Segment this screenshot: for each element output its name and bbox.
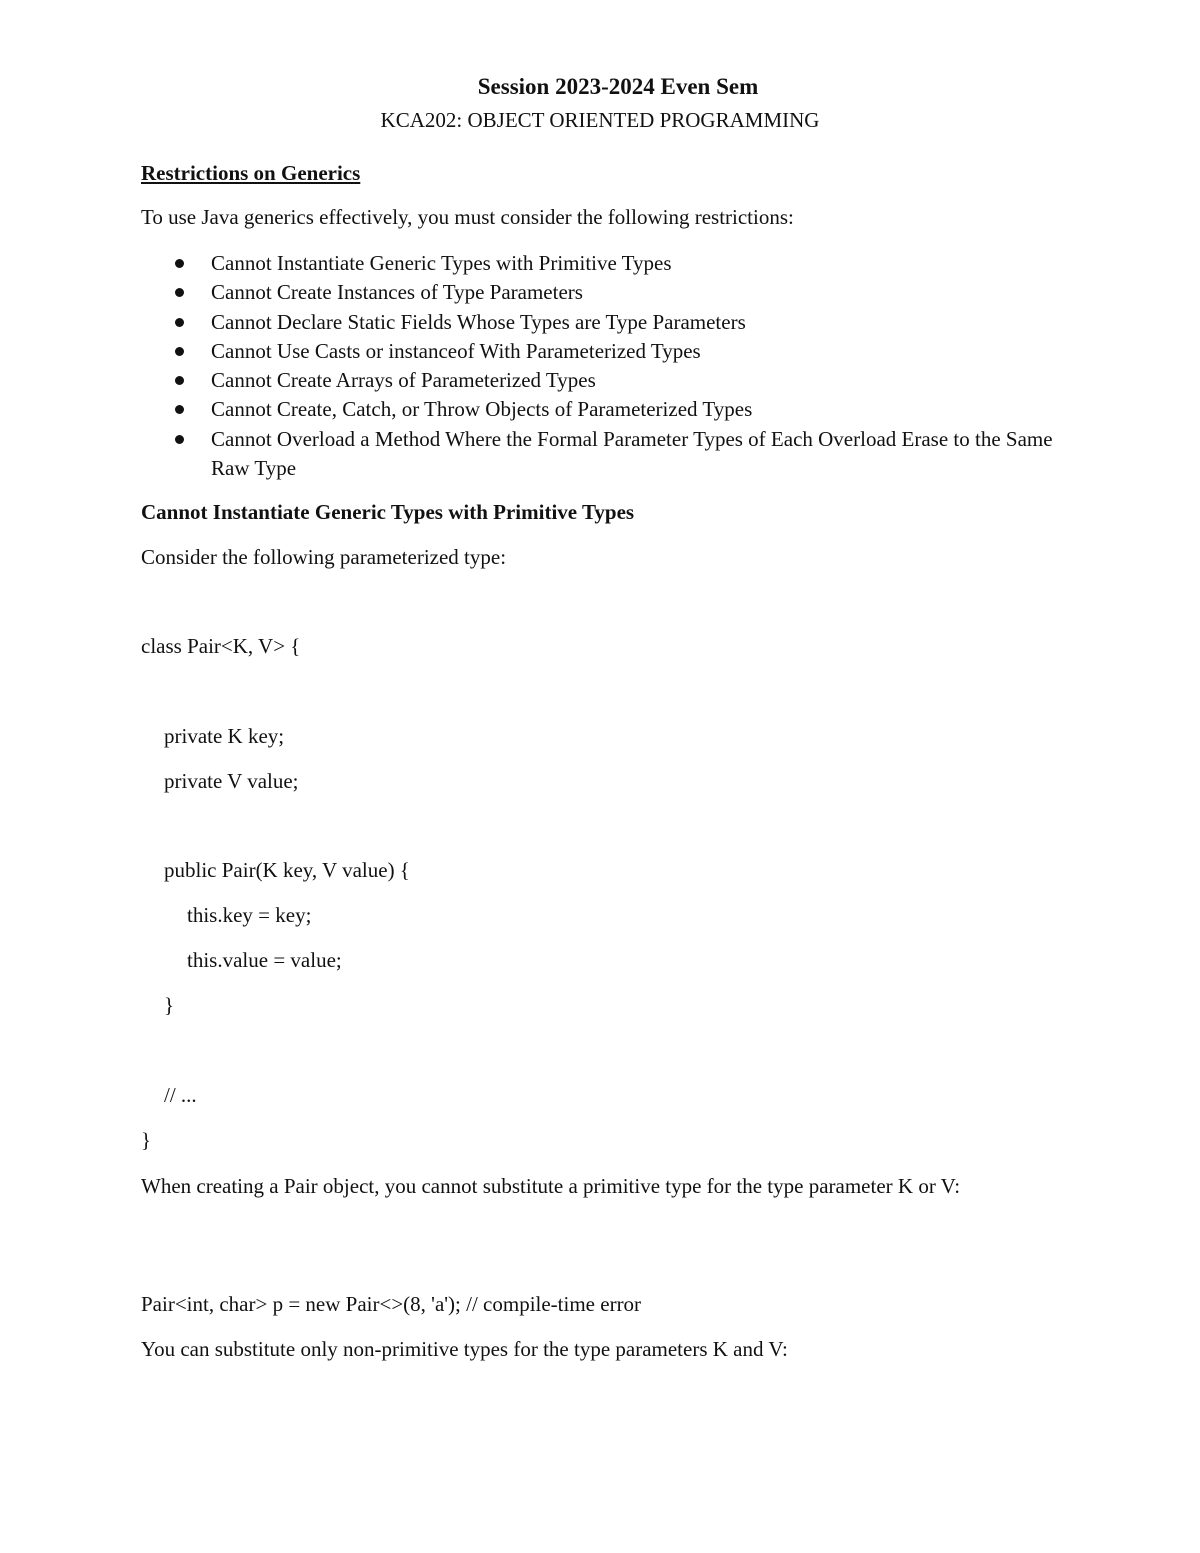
bullet-icon [175,405,184,414]
bullet-icon [175,435,184,444]
code-line: // ... [164,1083,197,1107]
bullet-icon [175,259,184,268]
section-intro: To use Java generics effectively, you must consider the following restrictions: [141,205,794,229]
section-heading: Restrictions on Generics [141,161,361,185]
code-line: public Pair(K key, V value) { [164,858,410,882]
restrictions-list [141,249,1071,483]
bullet-icon [175,288,184,297]
list-item: Cannot Overload a Method Where the Formal Parameter Types of Each Overload Erase to the Same Raw Type [141,425,1071,484]
subsection-intro: Consider the following parameterized type: [141,545,507,569]
list-item: Cannot Create Instances of Type Parameters [141,278,1071,307]
list-item: Cannot Create, Catch, or Throw Objects of Parameterized Types [141,395,1071,424]
bullet-icon [175,376,184,385]
list-item: Cannot Declare Static Fields Whose Types are Type Parameters [141,308,1071,337]
bullet-icon [175,318,184,327]
course-title: KCA202: OBJECT ORIENTED PROGRAMMING [380,108,820,132]
code-line: private V value; [164,769,299,793]
explain-paragraph: When creating a Pair object, you cannot substitute a primitive type for the type parameter K or V: [141,1174,961,1198]
session-title: Session 2023-2024 Even Sem [477,74,759,99]
code-line: } [164,993,175,1017]
example-code: Pair<int, char> p = new Pair<>(8, 'a'); // compile-time error [141,1292,642,1316]
list-item: Cannot Use Casts or instanceof With Parameterized Types [141,337,1071,366]
code-line: class Pair<K, V> { [141,634,301,658]
closing-paragraph: You can substitute only non-primitive types for the type parameters K and V: [141,1337,788,1361]
subsection-heading: Cannot Instantiate Generic Types with Primitive Types [141,500,635,524]
list-item: Cannot Instantiate Generic Types with Primitive Types [141,249,1071,278]
list-item: Cannot Create Arrays of Parameterized Types [141,366,1071,395]
code-line: private K key; [164,724,285,748]
code-line: this.value = value; [187,948,342,972]
code-line: this.key = key; [187,903,312,927]
bullet-icon [175,347,184,356]
code-line: } [141,1128,152,1152]
